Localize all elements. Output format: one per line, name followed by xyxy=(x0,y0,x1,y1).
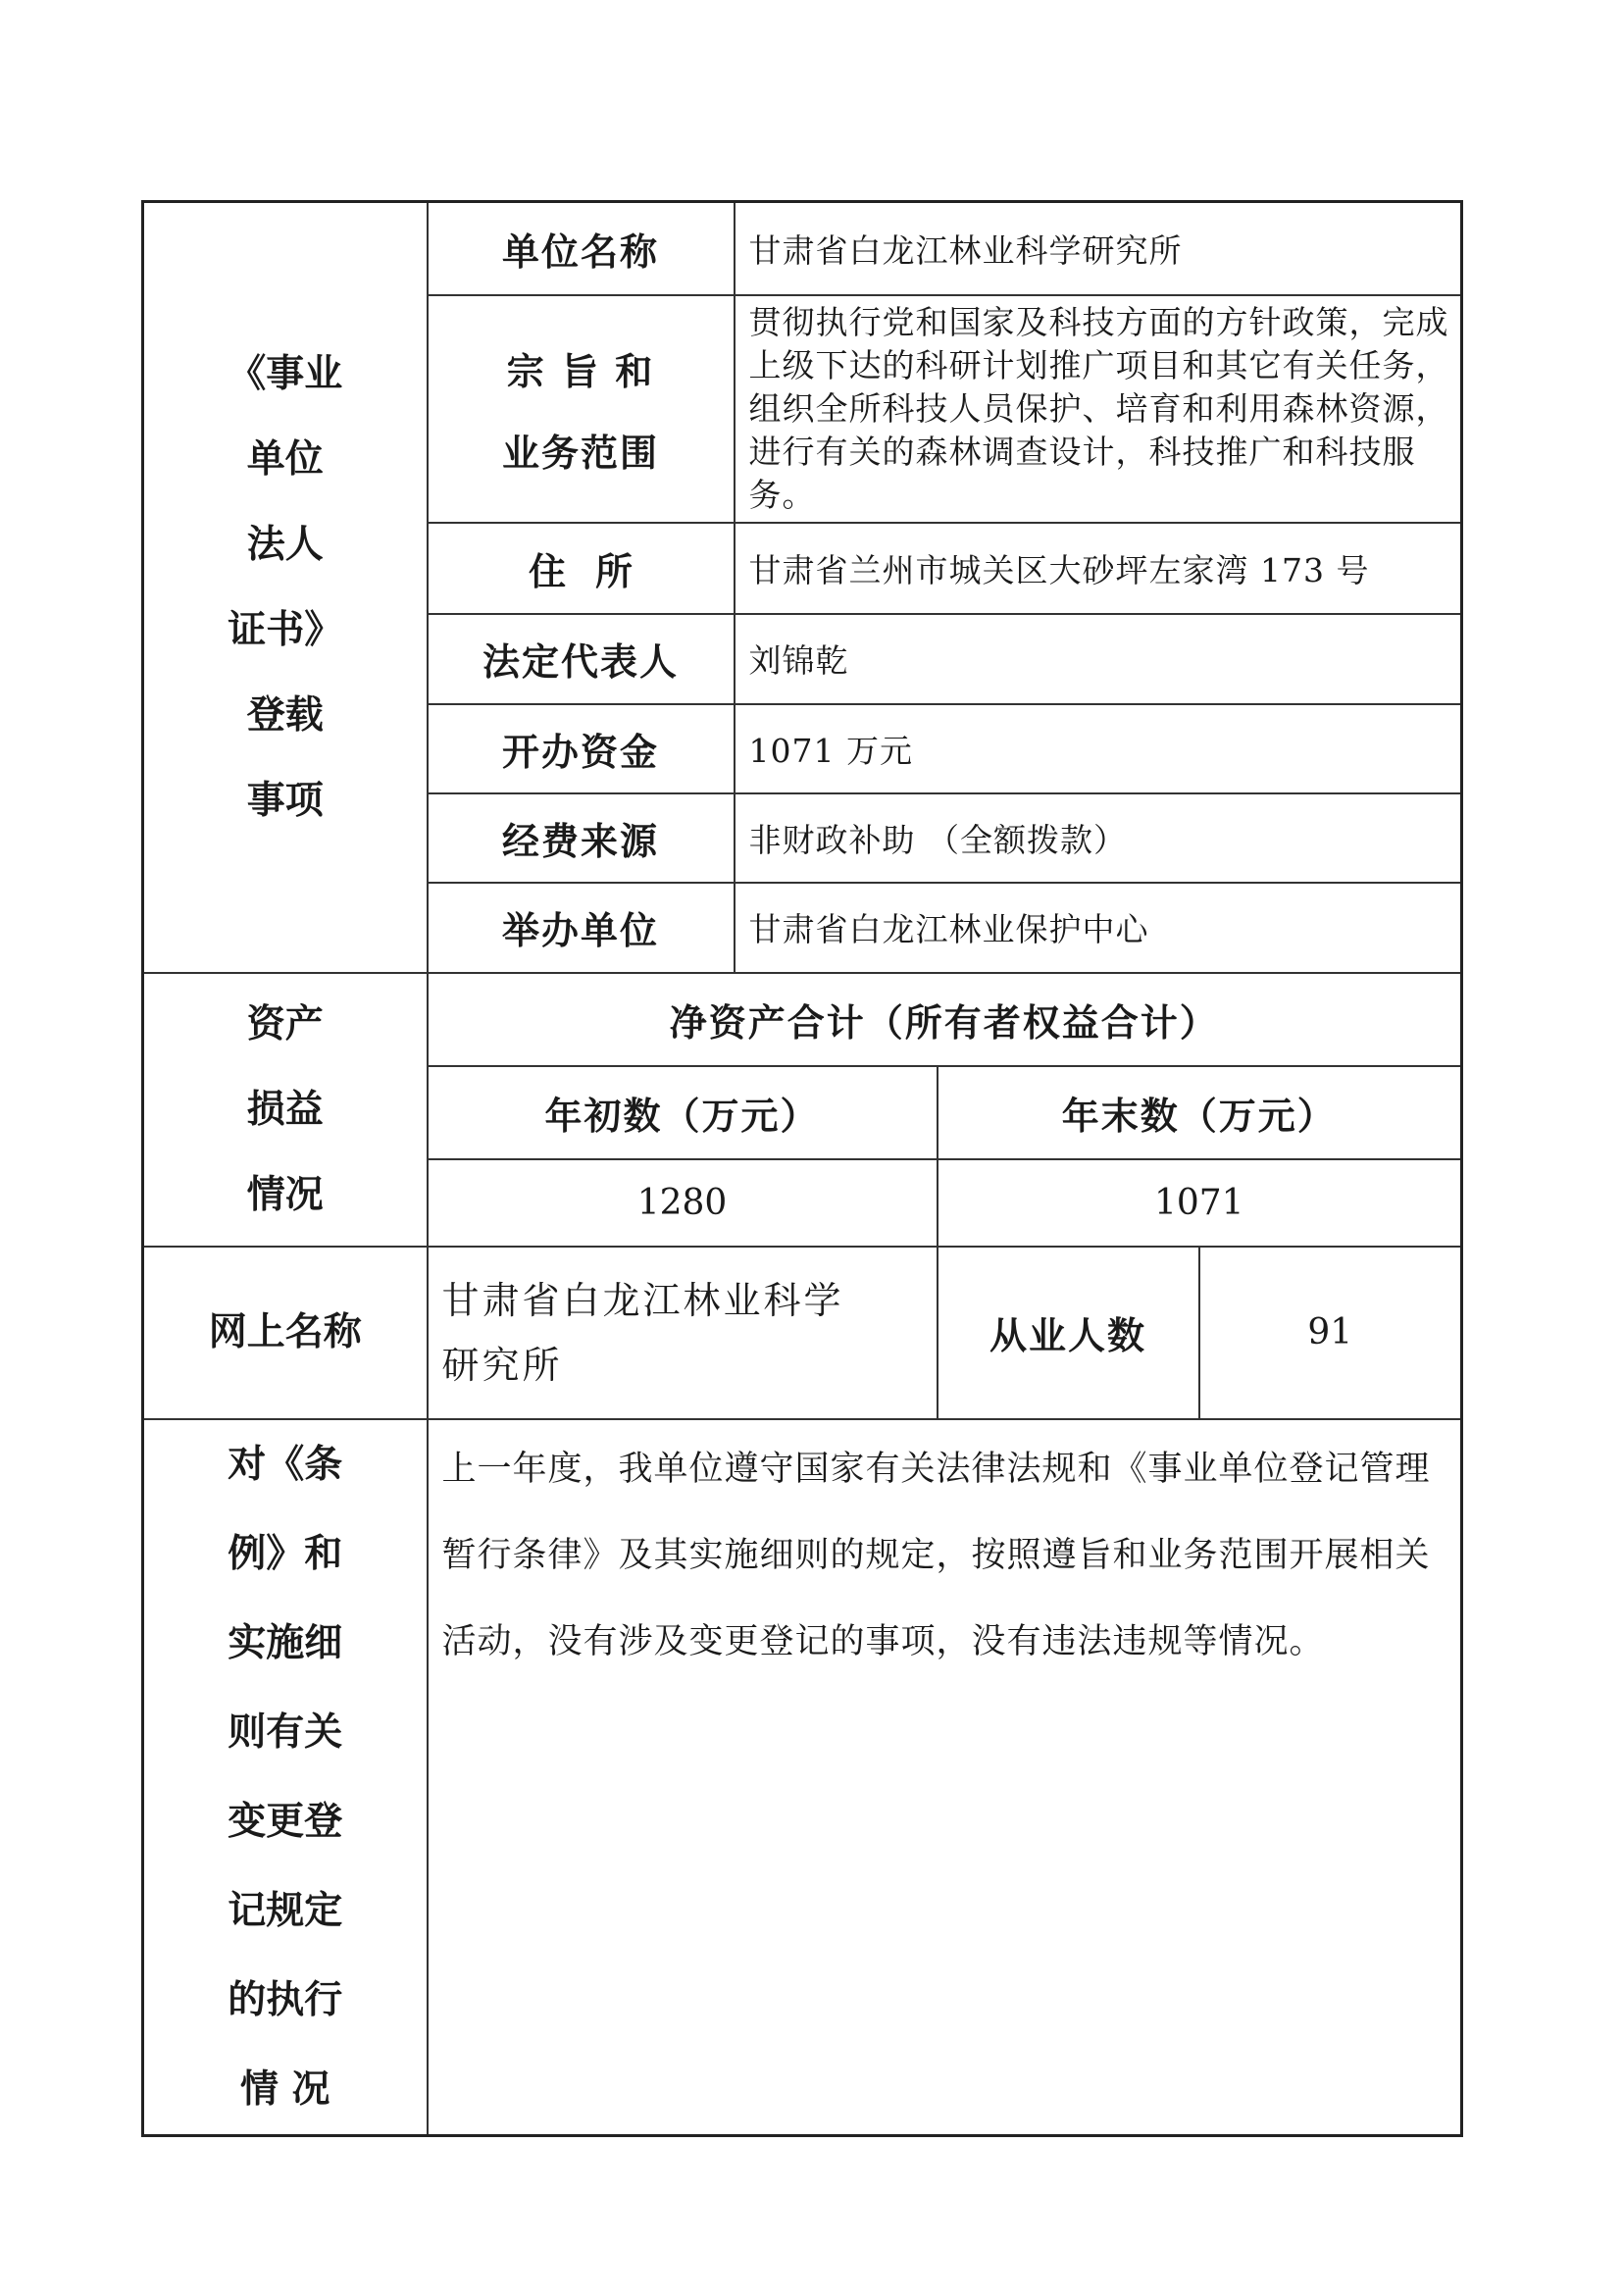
unit-name-value: 甘肃省白龙江林业科学研究所 xyxy=(735,202,1462,295)
capital-value: 1071 万元 xyxy=(735,704,1462,793)
sponsor-label: 举办单位 xyxy=(428,883,735,973)
section-label-line: 的执行 xyxy=(228,1976,343,2022)
section-label-line: 情况 xyxy=(246,1171,324,1217)
section-label-line: 记规定 xyxy=(228,1887,343,1933)
online-name-line: 研究所 xyxy=(441,1343,563,1387)
row-online xyxy=(143,1247,1462,1419)
purpose-value: 贯彻执行党和国家及科技方面的方针政策，完成上级下达的科研计划推广项目和其它有关任务，组织全所科技人员保护、培育和利用森林资源，进行有关的森林调查设计，科技推广和科技服务。 xyxy=(735,295,1462,523)
end-year-header: 年末数（万元） xyxy=(938,1066,1462,1159)
section-label-line: 变更登 xyxy=(228,1798,343,1844)
legal-rep-value: 刘锦乾 xyxy=(735,614,1462,704)
section-label-line: 事项 xyxy=(246,777,324,823)
sponsor-value: 甘肃省白龙江林业保护中心 xyxy=(735,883,1462,973)
address-label: 住所 xyxy=(428,523,735,614)
online-name-line: 甘肃省白龙江林业科学 xyxy=(441,1278,844,1322)
section-label-line: 情 况 xyxy=(239,2066,330,2112)
certificate-section-label xyxy=(143,202,428,973)
annual-report-table xyxy=(141,200,1463,2137)
funding-value: 非财政补助 （全额拨款） xyxy=(735,793,1462,883)
purpose-label-line: 业务范围 xyxy=(501,430,659,475)
section-label-line: 证书》 xyxy=(228,606,343,652)
capital-label: 开办资金 xyxy=(428,704,735,793)
funding-label: 经费来源 xyxy=(428,793,735,883)
row-compliance xyxy=(143,1419,1462,2136)
assets-section-label xyxy=(143,973,428,1247)
section-label-line: 例》和 xyxy=(228,1530,343,1576)
section-label-line: 损益 xyxy=(246,1086,324,1132)
row-unit-name xyxy=(143,202,1462,295)
section-label-line: 资产 xyxy=(246,1000,324,1046)
address-value: 甘肃省兰州市城关区大砂坪左家湾 173 号 xyxy=(735,523,1462,614)
section-label-line: 《事业 xyxy=(228,350,343,396)
unit-name-label: 单位名称 xyxy=(428,202,735,295)
online-name-label: 网上名称 xyxy=(143,1247,428,1419)
online-name-value xyxy=(428,1247,938,1419)
staff-count-label: 从业人数 xyxy=(938,1247,1199,1419)
purpose-label-line: 宗 旨 和 xyxy=(506,348,655,393)
section-label-line: 对《条 xyxy=(228,1441,343,1487)
purpose-label xyxy=(428,295,735,523)
staff-count-value: 91 xyxy=(1199,1247,1462,1419)
net-assets-title: 净资产合计（所有者权益合计） xyxy=(428,973,1462,1066)
section-label-line: 实施细 xyxy=(228,1619,343,1665)
section-label-line: 法人 xyxy=(246,521,324,567)
section-label-line: 单位 xyxy=(246,435,324,482)
begin-year-header: 年初数（万元） xyxy=(428,1066,938,1159)
section-label-line: 登载 xyxy=(246,691,324,738)
compliance-text: 上一年度，我单位遵守国家有关法律法规和《事业单位登记管理暂行条律》及其实施细则的规定，按照遵旨和业务范围开展相关活动，没有涉及变更登记的事项，没有违法违规等情况。 xyxy=(428,1419,1462,2136)
section-label-line: 则有关 xyxy=(228,1709,343,1755)
compliance-section-label xyxy=(143,1419,428,2136)
legal-rep-label: 法定代表人 xyxy=(428,614,735,704)
row-assets-title xyxy=(143,973,1462,1066)
end-year-value: 1071 xyxy=(938,1159,1462,1247)
begin-year-value: 1280 xyxy=(428,1159,938,1247)
